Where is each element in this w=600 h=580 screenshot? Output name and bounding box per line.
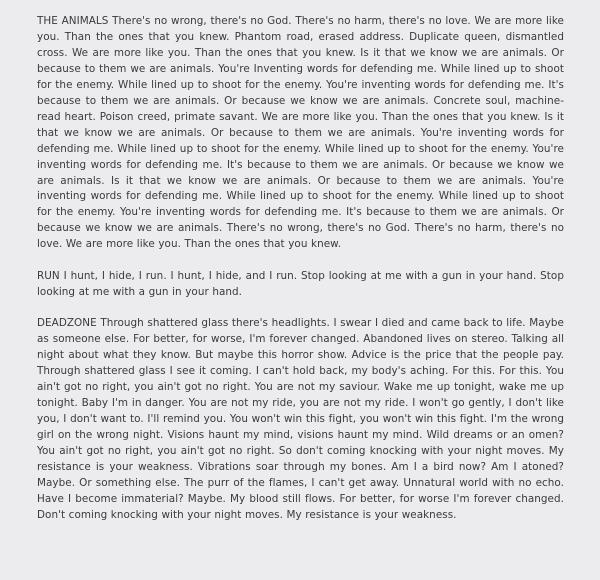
song-lyrics: I hunt, I hide, I run. I hunt, I hide, and I run. Stop looking at me with a gun in your hand. Stop looking at me with a gun in your hand. — [37, 269, 564, 298]
lyrics-section-the-animals — [37, 14, 564, 253]
song-title: RUN — [37, 269, 60, 282]
song-lyrics: There's no wrong, there's no God. There's no harm, there's no love. We are more like you. Than the ones that you knew. Phantom road, erased address. Duplicate queen, dismantled cross. We are more like you. Than the ones that you knew. Is it that we know we are animals. Or because to them we are animals. You're Inventing words for defending me. While lined up to shoot for the enemy. While lined up to shoot for the enemy. You're inventing words for defending me. It's because to them we are animals. Or because we know we are animals. Concrete soul, machine-read heart. Poison creed, primate savant. We are more like you. Than the ones that you knew. Is it that we know we are animals. Or because to them we are animals. You're inventing words for defending me. While lined up to shoot for the enemy. While lined up to shoot for the enemy. You're inventing words for defending me. It's because to them we are animals. Or because we know we are animals. Is it that we know we are animals. Or because to them we are animals. You're inventing words for defending me. While lined up to shoot for the enemy. While lined up to shoot for the enemy. You're inventing words for defending me. It's because to them we are animals. Or because we know we are animals. There's no wrong, there's no God. There's no harm, there's no love. We are more like you. Than the ones that you knew. — [37, 15, 564, 251]
lyrics-page — [37, 14, 564, 524]
lyrics-section-run — [37, 269, 564, 301]
song-title: THE ANIMALS — [37, 15, 109, 27]
song-lyrics: Through shattered glass there's headlights. I swear I died and came back to life. Maybe as someone else. For better, for worse, I'm forever changed. Abandoned lives on stereo. Talking all night about what they know. But maybe this horror show. Advice is the price that the people pay. Through shattered glass I see it coming. I can't hold back, my body's aching. For this. For this. You ain't got no right, you ain't got no right. You are not my saviour. Wake me up tonight, wake me up tonight. Baby I'm in danger. You are not my ride, you are not my ride. I won't go gently, I don't like you, I don't want to. I'll remind you. You won't win this fight, you won't win this fight. I'm the wrong girl on the wrong night. Visions haunt my mind, visions haunt my mind. Wild dreams or an omen? You ain't got no right, you ain't got no right. So don't coming knocking with your night moves. My resistance is your weakness. Vibrations soar through my bones. Am I a bird now? Am I atoned? Maybe. Or something else. The purr of the flames, I can't get away. Unnatural world with no echo. Have I become immaterial? Maybe. My blood still flows. For better, for worse I'm forever changed. Don't coming knocking with your night moves. My resistance is your weakness. — [37, 317, 564, 521]
lyrics-section-deadzone — [37, 316, 564, 523]
song-title: DEADZONE — [37, 317, 97, 330]
